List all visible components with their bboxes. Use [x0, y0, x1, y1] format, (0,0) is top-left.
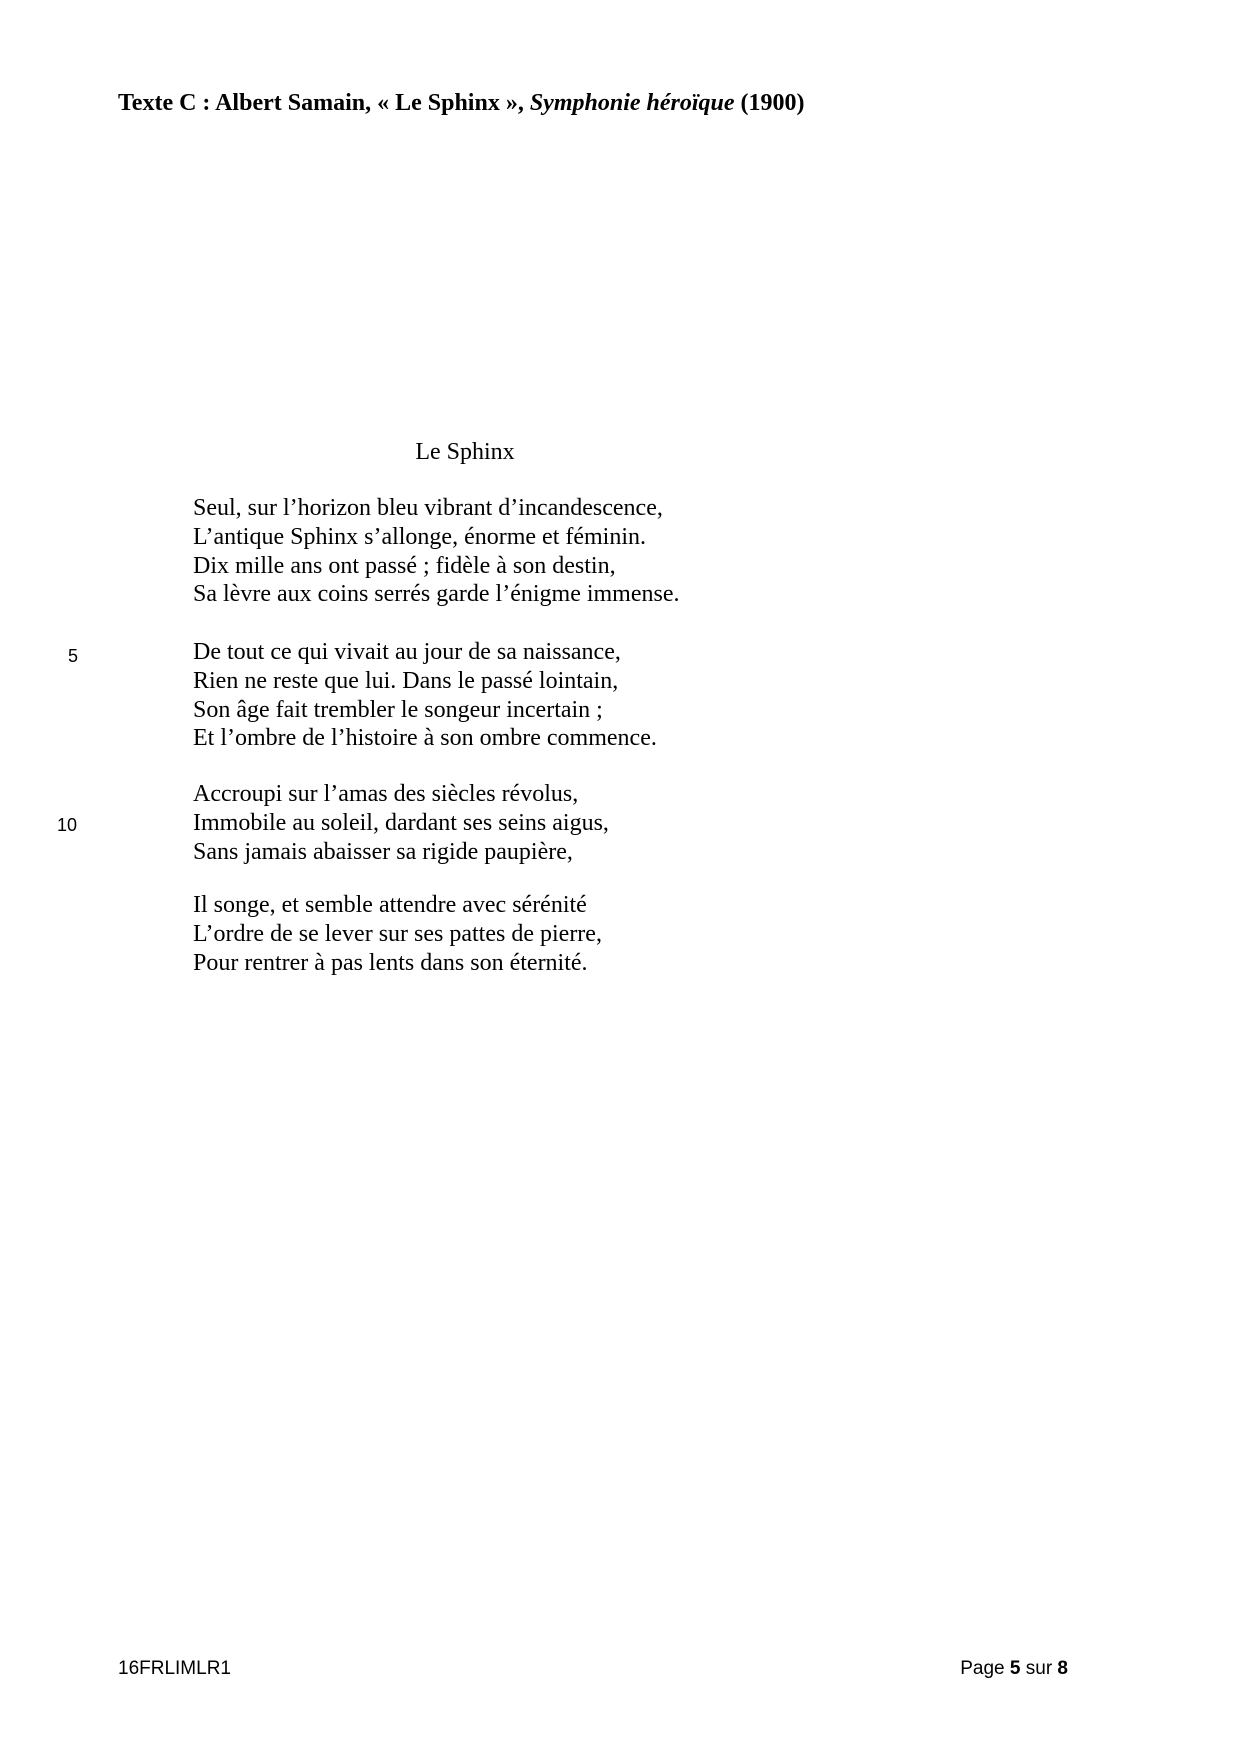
verse-line: Son âge fait trembler le songeur incertain ;: [193, 696, 603, 723]
verse-line: Sans jamais abaisser sa rigide paupière,: [193, 838, 573, 865]
verse-line: Seul, sur l’horizon bleu vibrant d’incandescence,: [193, 495, 663, 521]
document-heading: [118, 88, 805, 118]
verse-line: Sa lèvre aux coins serrés garde l’énigme immense.: [193, 581, 680, 608]
verse-line: Il songe, et semble attendre avec sérénité: [193, 892, 587, 918]
stanza-4: [193, 891, 602, 977]
heading-prefix: Texte C : Albert Samain, « Le Sphinx »,: [118, 90, 530, 116]
verse-line: De tout ce qui vivait au jour de sa naissance,: [193, 639, 621, 665]
verse-line: Dix mille ans ont passé ; fidèle à son destin,: [193, 552, 616, 579]
verse-line: Pour rentrer à pas lents dans son éternité.: [193, 949, 588, 976]
footer-page-number: [960, 1657, 1068, 1681]
page-total: 8: [1057, 1658, 1068, 1679]
verse-line: L’ordre de se lever sur ses pattes de pierre,: [193, 920, 602, 947]
verse-line: Accroupi sur l’amas des siècles révolus,: [193, 781, 579, 807]
stanza-2: [193, 638, 657, 753]
page-separator: sur: [1020, 1658, 1058, 1679]
page-label: Page: [960, 1658, 1010, 1679]
heading-work-title: Symphonie héroïque: [529, 90, 735, 116]
line-number-5: 5: [68, 646, 79, 666]
poem-title: Le Sphinx: [415, 439, 515, 465]
page-current: 5: [1009, 1658, 1021, 1679]
heading-year: (1900): [734, 90, 805, 116]
stanza-3: [193, 780, 609, 866]
verse-line: Rien ne reste que lui. Dans le passé lointain,: [193, 667, 619, 694]
verse-line: Et l’ombre de l’histoire à son ombre commence.: [193, 725, 657, 752]
verse-line: L’antique Sphinx s’allonge, énorme et féminin.: [193, 523, 647, 550]
verse-line: Immobile au soleil, dardant ses seins aigus,: [193, 809, 609, 836]
stanza-1: [193, 494, 680, 609]
line-number-10: 10: [57, 815, 78, 835]
footer-document-code: 16FRLIMLR1: [118, 1658, 231, 1679]
